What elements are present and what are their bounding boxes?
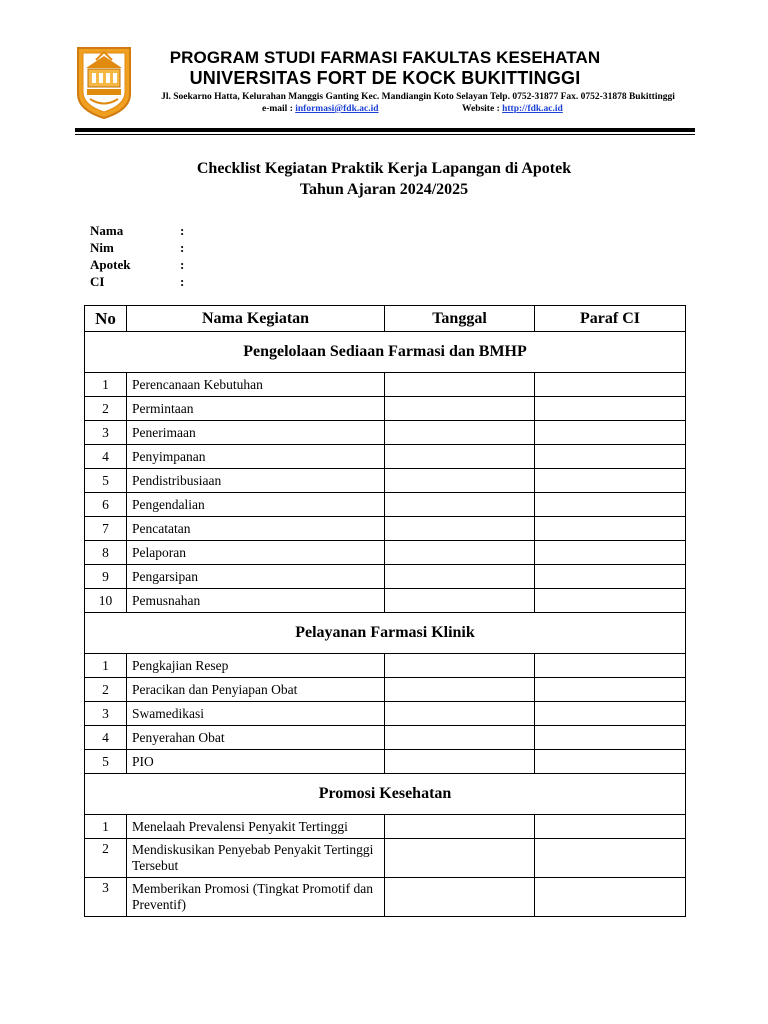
header-name: Nama Kegiatan bbox=[127, 306, 385, 332]
row-no: 3 bbox=[85, 878, 127, 917]
row-no: 4 bbox=[85, 445, 127, 469]
field-colon: : bbox=[180, 223, 185, 238]
header-sign: Paraf CI bbox=[535, 306, 686, 332]
table-row bbox=[85, 445, 686, 469]
website-link[interactable]: http://fdk.ac.id bbox=[502, 104, 563, 114]
row-no: 8 bbox=[85, 541, 127, 565]
document-subtitle: Tahun Ajaran 2024/2025 bbox=[299, 181, 469, 198]
website-label: Website : bbox=[462, 104, 503, 114]
row-activity: Swamedikasi bbox=[127, 702, 385, 726]
row-activity: Pengendalian bbox=[127, 493, 385, 517]
row-sign-cell[interactable] bbox=[535, 493, 686, 517]
letterhead-university: UNIVERSITAS FORT DE KOCK BUKITTINGGI bbox=[189, 68, 581, 88]
table-row bbox=[85, 750, 686, 774]
checklist-table bbox=[84, 305, 686, 917]
letterhead-rule-thick bbox=[75, 128, 695, 132]
row-sign-cell[interactable] bbox=[535, 702, 686, 726]
row-no: 3 bbox=[85, 421, 127, 445]
email-link[interactable]: informasi@fdk.ac.id bbox=[295, 104, 379, 114]
row-date-cell[interactable] bbox=[385, 702, 535, 726]
row-activity: Peracikan dan Penyiapan Obat bbox=[127, 678, 385, 702]
row-date-cell[interactable] bbox=[385, 517, 535, 541]
row-sign-cell[interactable] bbox=[535, 589, 686, 613]
row-no: 5 bbox=[85, 469, 127, 493]
section-title: Pengelolaan Sediaan Farmasi dan BMHP bbox=[85, 332, 686, 373]
row-no: 3 bbox=[85, 702, 127, 726]
row-no: 1 bbox=[85, 373, 127, 397]
row-no: 5 bbox=[85, 750, 127, 774]
row-date-cell[interactable] bbox=[385, 654, 535, 678]
table-row bbox=[85, 878, 686, 917]
table-row bbox=[85, 589, 686, 613]
row-activity: PIO bbox=[127, 750, 385, 774]
row-activity: Mendiskusikan Penyebab Penyakit Tertinggi Tersebut bbox=[127, 839, 385, 878]
row-date-cell[interactable] bbox=[385, 493, 535, 517]
field-colon: : bbox=[180, 257, 185, 272]
row-activity: Pemusnahan bbox=[127, 589, 385, 613]
table-row bbox=[85, 839, 686, 878]
header-date: Tanggal bbox=[385, 306, 535, 332]
table-row bbox=[85, 397, 686, 421]
row-date-cell[interactable] bbox=[385, 678, 535, 702]
table-row bbox=[85, 541, 686, 565]
row-activity: Pendistribusiaan bbox=[127, 469, 385, 493]
field-label: Nim bbox=[90, 240, 114, 255]
row-no: 7 bbox=[85, 517, 127, 541]
row-sign-cell[interactable] bbox=[535, 397, 686, 421]
table-row bbox=[85, 517, 686, 541]
table-row bbox=[85, 421, 686, 445]
document-title: Checklist Kegiatan Praktik Kerja Lapangan di Apotek bbox=[196, 160, 572, 177]
identity-fields bbox=[90, 223, 190, 291]
row-sign-cell[interactable] bbox=[535, 565, 686, 589]
row-sign-cell[interactable] bbox=[535, 541, 686, 565]
row-no: 10 bbox=[85, 589, 127, 613]
row-sign-cell[interactable] bbox=[535, 469, 686, 493]
field-nim bbox=[90, 240, 190, 257]
row-date-cell[interactable] bbox=[385, 397, 535, 421]
row-activity: Memberikan Promosi (Tingkat Promotif dan Preventif) bbox=[127, 878, 385, 917]
row-sign-cell[interactable] bbox=[535, 726, 686, 750]
row-activity: Permintaan bbox=[127, 397, 385, 421]
table-row bbox=[85, 565, 686, 589]
row-sign-cell[interactable] bbox=[535, 421, 686, 445]
row-sign-cell[interactable] bbox=[535, 815, 686, 839]
row-activity: Perencanaan Kebutuhan bbox=[127, 373, 385, 397]
row-no: 2 bbox=[85, 839, 127, 878]
row-sign-cell[interactable] bbox=[535, 373, 686, 397]
table-row bbox=[85, 373, 686, 397]
field-apotek bbox=[90, 257, 190, 274]
row-date-cell[interactable] bbox=[385, 373, 535, 397]
row-date-cell[interactable] bbox=[385, 469, 535, 493]
field-label: Nama bbox=[90, 223, 124, 238]
row-date-cell[interactable] bbox=[385, 445, 535, 469]
letterhead-contact bbox=[262, 104, 563, 114]
row-date-cell[interactable] bbox=[385, 815, 535, 839]
table-row bbox=[85, 654, 686, 678]
row-sign-cell[interactable] bbox=[535, 654, 686, 678]
row-sign-cell[interactable] bbox=[535, 678, 686, 702]
row-sign-cell[interactable] bbox=[535, 878, 686, 917]
row-sign-cell[interactable] bbox=[535, 750, 686, 774]
letterhead-address: Jl. Soekarno Hatta, Kelurahan Manggis Ganting Kec. Mandiangin Koto Selayan Telp. 0752-31877 Fax. 0752-31878 Bukittinggi bbox=[161, 92, 675, 102]
table-header-row bbox=[85, 306, 686, 332]
row-no: 6 bbox=[85, 493, 127, 517]
row-date-cell[interactable] bbox=[385, 878, 535, 917]
field-colon: : bbox=[180, 240, 185, 255]
letterhead-program: PROGRAM STUDI FARMASI FAKULTAS KESEHATAN bbox=[169, 48, 601, 67]
row-no: 1 bbox=[85, 654, 127, 678]
row-no: 4 bbox=[85, 726, 127, 750]
table-row bbox=[85, 493, 686, 517]
row-date-cell[interactable] bbox=[385, 839, 535, 878]
row-date-cell[interactable] bbox=[385, 726, 535, 750]
row-date-cell[interactable] bbox=[385, 541, 535, 565]
letterhead-rule-thin bbox=[75, 134, 695, 135]
row-no: 2 bbox=[85, 678, 127, 702]
field-nama bbox=[90, 223, 190, 240]
row-date-cell[interactable] bbox=[385, 421, 535, 445]
row-sign-cell[interactable] bbox=[535, 839, 686, 878]
row-activity: Menelaah Prevalensi Penyakit Tertinggi bbox=[127, 815, 385, 839]
row-no: 2 bbox=[85, 397, 127, 421]
table-row bbox=[85, 815, 686, 839]
row-date-cell[interactable] bbox=[385, 565, 535, 589]
table-row bbox=[85, 726, 686, 750]
row-activity: Penyerahan Obat bbox=[127, 726, 385, 750]
row-activity: Pengarsipan bbox=[127, 565, 385, 589]
row-activity: Pengkajian Resep bbox=[127, 654, 385, 678]
row-no: 1 bbox=[85, 815, 127, 839]
email-label: e-mail : bbox=[262, 104, 296, 114]
university-logo bbox=[74, 42, 134, 120]
row-sign-cell[interactable] bbox=[535, 517, 686, 541]
table-row bbox=[85, 469, 686, 493]
row-activity: Pelaporan bbox=[127, 541, 385, 565]
field-ci bbox=[90, 274, 190, 291]
field-colon: : bbox=[180, 274, 185, 289]
row-activity: Penerimaan bbox=[127, 421, 385, 445]
table-row bbox=[85, 678, 686, 702]
row-date-cell[interactable] bbox=[385, 589, 535, 613]
row-activity: Pencatatan bbox=[127, 517, 385, 541]
field-label: CI bbox=[90, 274, 105, 289]
field-label: Apotek bbox=[90, 257, 131, 272]
row-date-cell[interactable] bbox=[385, 750, 535, 774]
table-row bbox=[85, 702, 686, 726]
row-activity: Penyimpanan bbox=[127, 445, 385, 469]
section-title: Promosi Kesehatan bbox=[85, 774, 686, 815]
row-no: 9 bbox=[85, 565, 127, 589]
header-no: No bbox=[85, 306, 127, 332]
row-sign-cell[interactable] bbox=[535, 445, 686, 469]
section-title: Pelayanan Farmasi Klinik bbox=[85, 613, 686, 654]
